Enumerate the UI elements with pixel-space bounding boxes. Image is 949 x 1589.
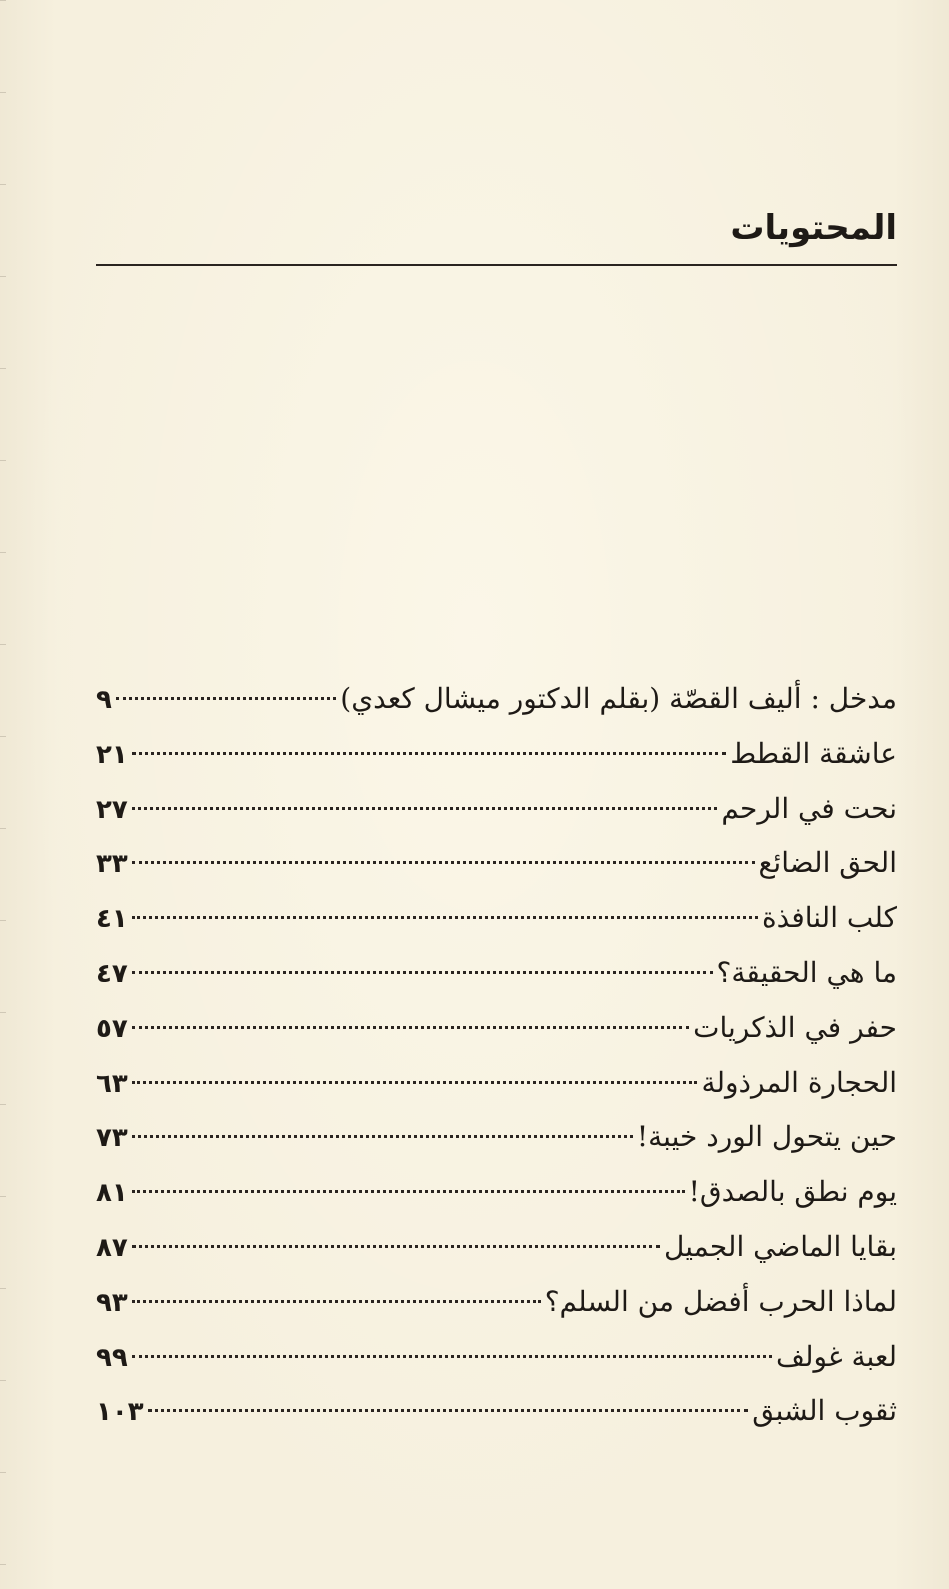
toc-entry-title: كلب النافذة	[761, 901, 897, 935]
toc-dot-leader	[132, 971, 713, 974]
toc-entry-title: نحت في الرحم	[721, 791, 897, 825]
toc-page-number: ٩٣	[96, 1287, 128, 1318]
toc-dot-leader	[132, 1190, 685, 1193]
toc-entry	[96, 836, 897, 891]
toc-entry-title: الحجارة المرذولة	[701, 1065, 897, 1099]
toc-entry-title: يوم نطق بالصدق!	[688, 1175, 897, 1209]
toc-entry	[96, 1056, 897, 1111]
toc-page-number: ٢١	[96, 739, 128, 770]
toc-page-number: ٧٣	[96, 1123, 128, 1154]
toc-entry	[96, 1110, 897, 1165]
toc-dot-leader	[132, 1300, 541, 1303]
toc-page-number: ٨٧	[96, 1232, 128, 1263]
toc-dot-leader	[116, 697, 336, 700]
title-underline	[96, 264, 897, 266]
toc-page-number: ٦٣	[96, 1068, 128, 1099]
toc-entry	[96, 1001, 897, 1056]
toc-entry-title: بقايا الماضي الجميل	[664, 1229, 897, 1263]
toc-page-number: ٤٧	[96, 958, 128, 989]
toc-entry	[96, 782, 897, 837]
toc-dot-leader	[132, 1081, 698, 1084]
toc-entry-title: ثقوب الشبق	[752, 1394, 897, 1428]
toc-entry-title: مدخل : أليف القصّة (بقلم الدكتور ميشال كعدي)	[340, 682, 897, 715]
toc-title: المحتويات	[730, 208, 897, 248]
toc-entry	[96, 1275, 897, 1330]
toc-entry-title: لماذا الحرب أفضل من السلم؟	[544, 1284, 897, 1318]
toc-dot-leader	[132, 916, 758, 919]
toc-page-number: ٩	[96, 685, 112, 715]
toc-page-number: ١٠٣	[96, 1397, 144, 1428]
toc-page-number: ٨١	[96, 1178, 128, 1209]
toc-entry-title: الحق الضائع	[758, 846, 897, 880]
toc-entry	[96, 1165, 897, 1220]
toc-dot-leader	[148, 1409, 749, 1412]
toc-entry	[96, 891, 897, 946]
toc-entry-title: ما هي الحقيقة؟	[716, 955, 897, 989]
toc-page-number: ٤١	[96, 904, 128, 935]
toc-entry	[96, 727, 897, 782]
toc-entry-title: حفر في الذكريات	[693, 1010, 897, 1044]
toc-entry	[96, 1384, 897, 1439]
toc-entry-title: لعبة غولف	[775, 1339, 897, 1373]
toc-dot-leader	[132, 752, 726, 755]
toc-dot-leader	[132, 1026, 689, 1029]
toc-dot-leader	[132, 1355, 772, 1358]
toc-page-number: ٥٧	[96, 1013, 128, 1044]
toc-entry	[96, 672, 897, 727]
toc-entry	[96, 946, 897, 1001]
page-binding-edge	[0, 0, 6, 1589]
toc-entry-title: عاشقة القطط	[730, 736, 897, 770]
toc-page-number: ٩٩	[96, 1342, 128, 1373]
toc-dot-leader	[132, 861, 755, 864]
toc-page-number: ٣٣	[96, 849, 128, 880]
toc-page-number: ٢٧	[96, 794, 128, 825]
toc-entry	[96, 1220, 897, 1275]
toc-dot-leader	[132, 807, 718, 810]
toc-entry	[96, 1330, 897, 1385]
toc-list	[96, 672, 897, 1439]
toc-dot-leader	[132, 1135, 633, 1138]
toc-dot-leader	[132, 1245, 660, 1248]
toc-entry-title: حين يتحول الورد خيبة!	[636, 1120, 897, 1154]
